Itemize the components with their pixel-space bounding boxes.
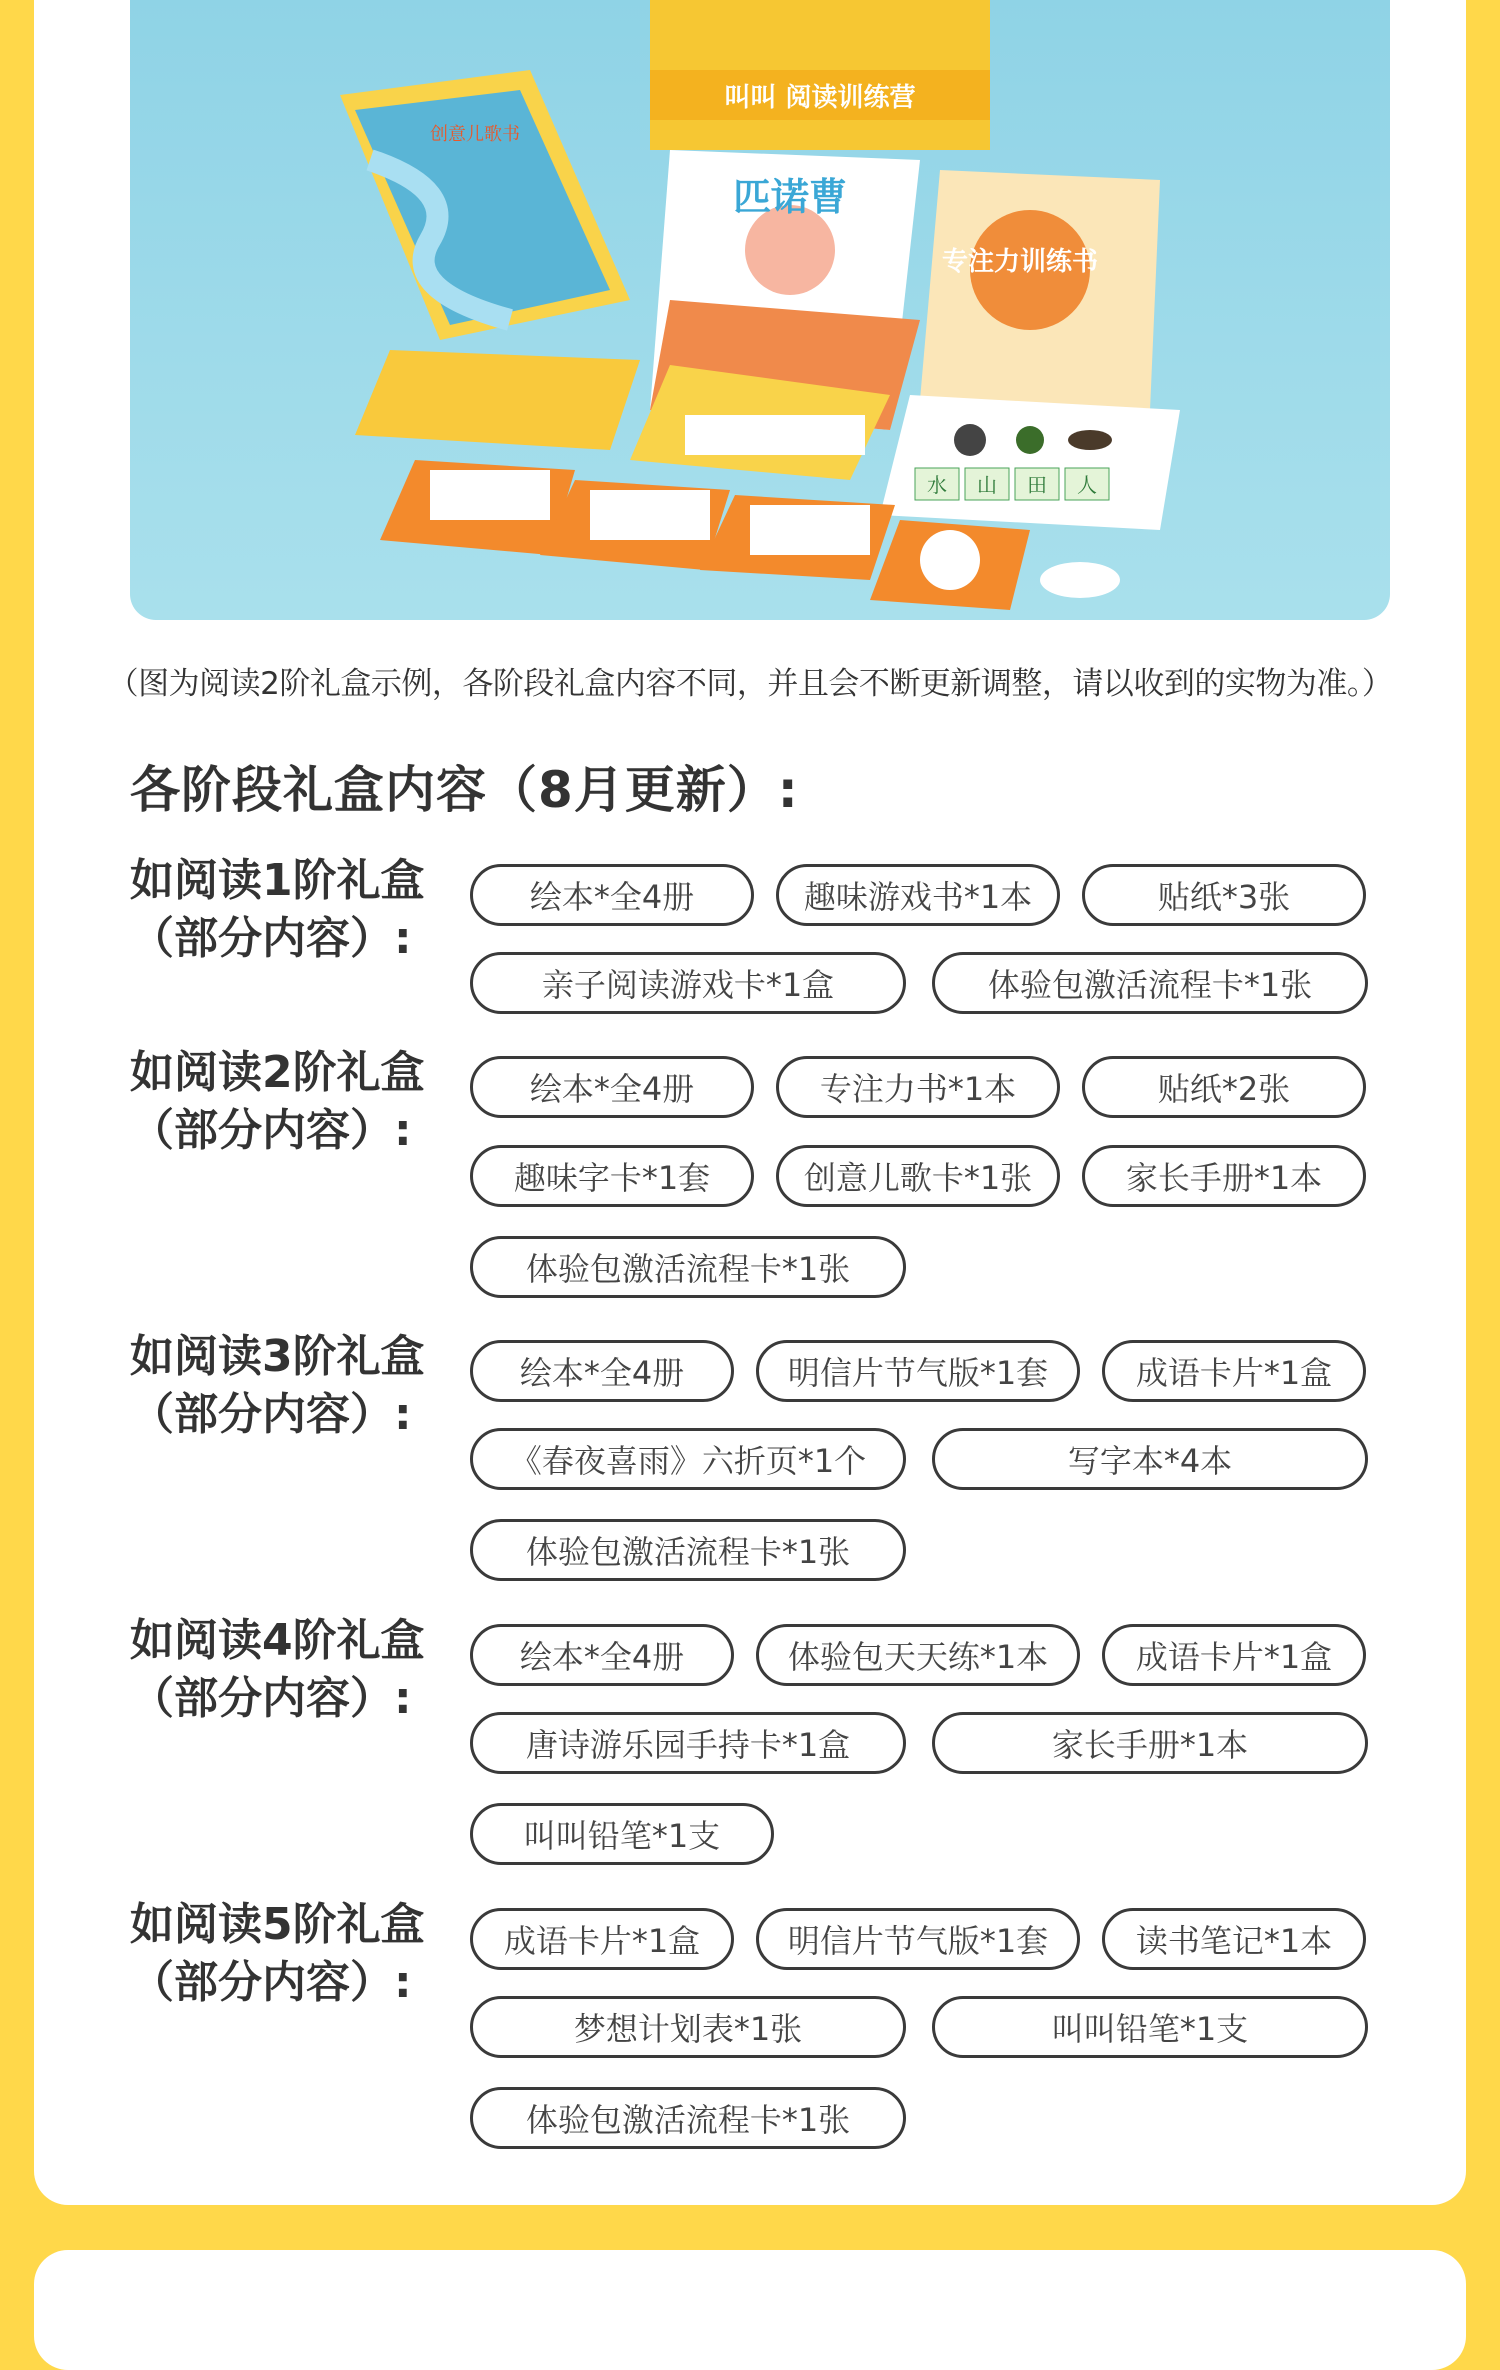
card-char-2: 山 <box>977 473 997 497</box>
item-pill: 创意儿歌卡*1张 <box>776 1145 1060 1207</box>
stage-label-line2: （部分内容）: <box>130 913 412 964</box>
item-pill: 写字本*4本 <box>932 1428 1368 1490</box>
card-char-4: 人 <box>1077 473 1097 497</box>
item-pill: 绘本*全4册 <box>470 1340 734 1402</box>
item-pill: 体验包激活流程卡*1张 <box>470 1519 906 1581</box>
item-pill: 叫叫铅笔*1支 <box>932 1996 1368 2058</box>
item-pill: 体验包激活流程卡*1张 <box>470 2087 906 2149</box>
stage-label-line2: （部分内容）: <box>130 1389 412 1440</box>
item-pill: 体验包天天练*1本 <box>756 1624 1080 1686</box>
stage-label-4 <box>130 1612 450 1728</box>
item-pill: 亲子阅读游戏卡*1盒 <box>470 952 906 1014</box>
item-pill: 成语卡片*1盒 <box>470 1908 734 1970</box>
stage-label-5 <box>130 1896 450 2012</box>
item-pill: 成语卡片*1盒 <box>1102 1624 1366 1686</box>
stage-label-line2: （部分内容）: <box>130 1105 412 1156</box>
gift-box-illustration <box>130 0 1390 620</box>
stage-label-3 <box>130 1328 450 1444</box>
card-char-1: 水 <box>927 473 947 497</box>
stage-label-2 <box>130 1044 450 1160</box>
stage-label-line1: 如阅读2阶礼盒 <box>130 1047 425 1098</box>
book2-title: 专注力训练书 <box>941 247 1099 277</box>
item-pill: 绘本*全4册 <box>470 864 754 926</box>
stage-label-line1: 如阅读1阶礼盒 <box>130 855 425 906</box>
stage-label-line1: 如阅读3阶礼盒 <box>130 1331 425 1382</box>
section-title: 各阶段礼盒内容（8月更新）: <box>130 761 799 819</box>
photo-caption: （图为阅读2阶礼盒示例，各阶段礼盒内容不同，并且会不断更新调整，请以收到的实物为准。） <box>107 666 1393 702</box>
item-pill: 明信片节气版*1套 <box>756 1908 1080 1970</box>
item-pill: 《春夜喜雨》六折页*1个 <box>470 1428 906 1490</box>
item-pill: 读书笔记*1本 <box>1102 1908 1366 1970</box>
item-pill: 明信片节气版*1套 <box>756 1340 1080 1402</box>
item-pill: 趣味游戏书*1本 <box>776 864 1060 926</box>
stage-label-1 <box>130 852 450 968</box>
booklet-title: 创意儿歌书 <box>430 124 520 145</box>
item-pill: 梦想计划表*1张 <box>470 1996 906 2058</box>
item-pill: 趣味字卡*1套 <box>470 1145 754 1207</box>
item-pill: 家长手册*1本 <box>932 1712 1368 1774</box>
card-char-3: 田 <box>1027 473 1047 497</box>
box-title: 叫叫 阅读训练营 <box>724 83 916 113</box>
item-pill: 叫叫铅笔*1支 <box>470 1803 774 1865</box>
stage-label-line2: （部分内容）: <box>130 1957 412 2008</box>
book1-title: 匹诺曹 <box>732 175 848 219</box>
product-photo <box>130 0 1390 620</box>
item-pill: 专注力书*1本 <box>776 1056 1060 1118</box>
item-pill: 绘本*全4册 <box>470 1624 734 1686</box>
item-pill: 绘本*全4册 <box>470 1056 754 1118</box>
item-pill: 成语卡片*1盒 <box>1102 1340 1366 1402</box>
next-card <box>34 2250 1466 2370</box>
stage-label-line2: （部分内容）: <box>130 1673 412 1724</box>
item-pill: 贴纸*3张 <box>1082 864 1366 926</box>
item-pill: 贴纸*2张 <box>1082 1056 1366 1118</box>
item-pill: 体验包激活流程卡*1张 <box>470 1236 906 1298</box>
item-pill: 体验包激活流程卡*1张 <box>932 952 1368 1014</box>
item-pill: 家长手册*1本 <box>1082 1145 1366 1207</box>
stage-label-line1: 如阅读4阶礼盒 <box>130 1615 425 1666</box>
item-pill: 唐诗游乐园手持卡*1盒 <box>470 1712 906 1774</box>
stage-label-line1: 如阅读5阶礼盒 <box>130 1899 425 1950</box>
